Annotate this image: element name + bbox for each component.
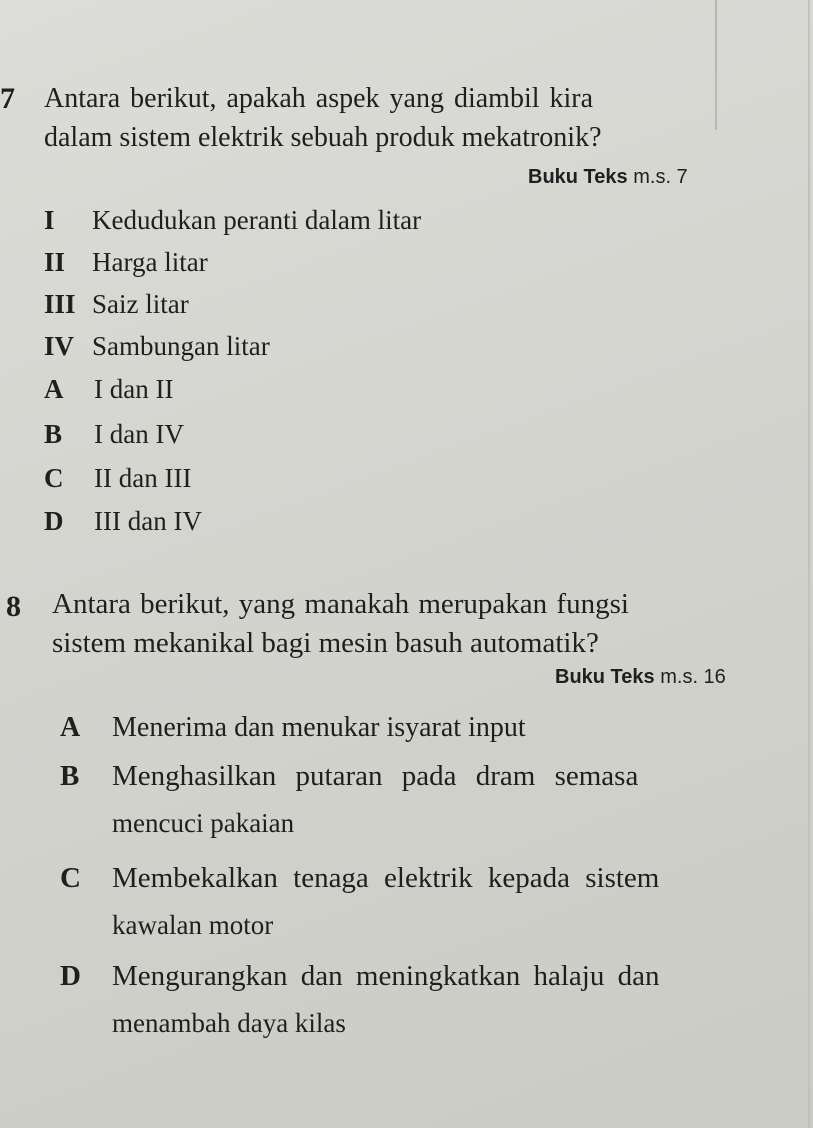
option-text-line-2: menambah daya kilas: [112, 1008, 346, 1038]
question-number: 8: [6, 590, 21, 623]
reference-label: Buku Teks: [555, 666, 655, 688]
statement-key: I: [44, 205, 55, 235]
option-text-line-1: Mengurangkan dan meningkatkan halaju dan: [112, 960, 660, 992]
statement-item: [44, 247, 208, 278]
answer-option-c[interactable]: [44, 463, 191, 494]
statement-key: II: [44, 247, 66, 277]
question-text-line-2: sistem mekanikal bagi mesin basuh automatik?: [52, 627, 599, 659]
statement-text: Saiz litar: [92, 289, 189, 319]
answer-option-b[interactable]: [60, 760, 638, 793]
option-text: III dan IV: [94, 506, 202, 536]
option-key: C: [44, 463, 64, 493]
textbook-reference: [528, 166, 688, 189]
option-key: C: [60, 862, 81, 894]
statement-text: Harga litar: [92, 247, 208, 277]
page-edge-line: [715, 0, 717, 130]
answer-option-a[interactable]: [60, 712, 526, 744]
statement-item: [44, 205, 421, 236]
question-text-line-1: Antara berikut, apakah aspek yang diambil kira: [44, 83, 594, 114]
statement-text: Kedudukan peranti dalam litar: [92, 205, 422, 235]
option-key: D: [44, 506, 64, 536]
question-text-line-1: Antara berikut, yang manakah merupakan fungsi: [52, 588, 629, 620]
option-text: Menerima dan menukar isyarat input: [112, 712, 526, 743]
statement-item: [44, 331, 270, 362]
answer-option-a[interactable]: [44, 374, 173, 405]
option-text: I dan II: [94, 374, 174, 404]
statement-text: Sambungan litar: [92, 331, 270, 361]
answer-option-b[interactable]: [44, 419, 184, 450]
option-key: A: [44, 374, 64, 404]
option-text: I dan IV: [94, 419, 184, 449]
reference-page: m.s. 7: [627, 166, 688, 188]
answer-option-c[interactable]: [60, 862, 659, 895]
option-text-line-2: kawalan motor: [112, 910, 274, 940]
option-key: B: [44, 419, 63, 449]
option-key: D: [60, 960, 81, 992]
question-number: 7: [0, 82, 15, 115]
option-text-line-1: Menghasilkan putaran pada dram semasa: [112, 760, 639, 792]
statement-key: III: [44, 289, 76, 319]
option-text-line-2: mencuci pakaian: [112, 808, 295, 838]
question-text-line-2: dalam sistem elektrik sebuah produk mekatronik?: [44, 122, 602, 153]
option-text-line-1: Membekalkan tenaga elektrik kepada sistem: [112, 862, 660, 894]
option-text: II dan III: [94, 463, 192, 493]
textbook-reference: [555, 666, 726, 689]
statement-key: IV: [44, 331, 75, 361]
reference-label: Buku Teks: [528, 166, 628, 188]
option-key: B: [60, 760, 80, 792]
answer-option-d[interactable]: [44, 506, 202, 537]
reference-page: m.s. 16: [654, 666, 726, 688]
option-key: A: [60, 712, 81, 743]
page-edge-line-right: [808, 0, 810, 1128]
answer-option-d[interactable]: [60, 960, 659, 993]
statement-item: [44, 289, 189, 320]
